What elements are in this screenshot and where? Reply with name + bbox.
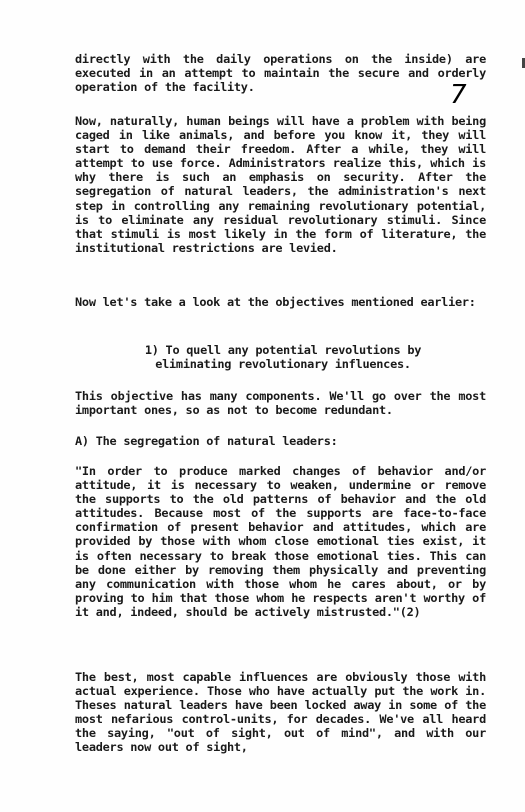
paragraph-continuation: directly with the daily operations on the inside) are executed in an attempt to maintain the secure and orderly operation of the facility. — [75, 52, 486, 95]
page-number: 7 — [450, 80, 467, 110]
paragraph-natural-leaders: The best, most capable influences are obviously those with actual experience. Those who have actually put the work in. Theses natural leaders have been locked away in some of the most nefarious control-units, for decades. We've all heard the saying, "out of sight, out of mind", and with our leaders now out of sight, — [75, 670, 486, 755]
paragraph-components: This objective has many components. We'll go over the most important ones, so as not to become redundant. — [75, 389, 486, 418]
section-heading-segregation: A) The segregation of natural leaders: — [75, 434, 338, 448]
objective-item-1: 1) To quell any potential revolutions by eliminating revolutionary influences. — [144, 343, 422, 372]
paragraph-human-beings: Now, naturally, human beings will have a problem with being caged in like animals, and before you know it, they will start to demand their freedom. After a while, they will attempt to use force. Administrators realize this, which is why there is such an emphasis on security. After the segregation of natural leaders, the administration's next step in controlling any remaining revolutionary potential, is to eliminate any residual revolutionary stimuli. Since that stimuli is most likely in the form of literature, the institutional restrictions are levied. — [75, 114, 486, 255]
paragraph-objectives-intro: Now let's take a look at the objectives mentioned earlier: — [75, 295, 476, 309]
block-quote: "In order to produce marked changes of behavior and/or attitude, it is necessary to weaken, undermine or remove the supports to the old patterns of behavior and the old attitudes. Because most of the supports are face-to-face confirmation of present behavior and attitudes, which are provided by those with whom close emotional ties exist, it is often necessary to break those emotional ties. This can be done either by removing them physically and preventing any communication with those whom he cares about, or by proving to him that those whom he respects aren't worthy of it and, indeed, should be actively mistrusted."(2) — [75, 464, 486, 619]
